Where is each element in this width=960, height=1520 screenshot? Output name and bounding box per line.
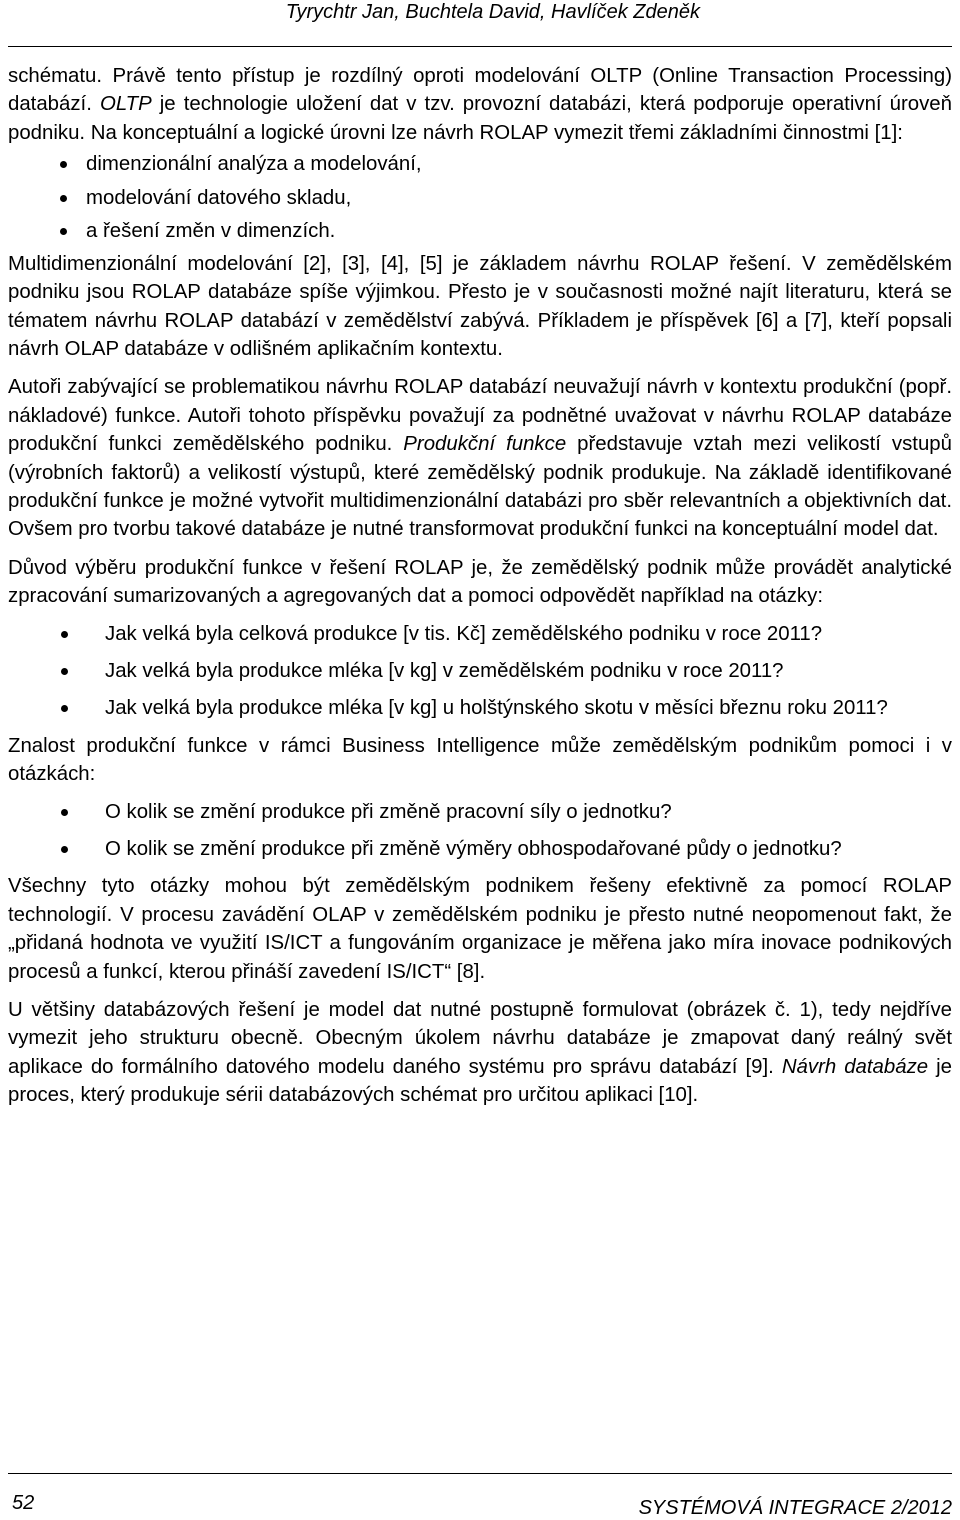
list-item: O kolik se změní produkce při změně výměry obhospodařované půdy o jednotku?: [8, 835, 952, 863]
bullet-icon: [60, 228, 67, 235]
paragraph-2: Multidimenzionální modelování [2], [3], [4], [5] je základem návrhu ROLAP řešení. V zemědělském podniku jsou ROLAP databáze spíše výjimkou. Přesto je v současnosti možné najít literaturu, která se tématem návrhu ROLAP databází v zemědělství zabývá. Příkladem je příspěvek [6] a [7], kteří popsali návrh OLAP databáze v odlišném aplikačním kontextu.: [8, 252, 952, 360]
list-item: Jak velká byla celková produkce [v tis. Kč] zemědělského podniku v roce 2011?: [8, 620, 952, 648]
journal-name: SYSTÉMOVÁ INTEGRACE 2/2012: [638, 1497, 952, 1519]
page-footer: [8, 1473, 952, 1519]
article-body: [8, 62, 952, 1110]
rolap-activities-list: [8, 149, 952, 248]
paragraph-4: Důvod výběru produkční funkce v řešení ROLAP je, že zemědělský podnik může provádět analytické zpracování sumarizovaných a agregovaných dat a pomoci odpovědět například na otázky:: [8, 556, 952, 608]
list-item: O kolik se změní produkce při změně pracovní síly o jednotku?: [8, 798, 952, 826]
bullet-icon: [61, 705, 68, 712]
paragraph-5: Znalost produkční funkce v rámci Business Intelligence může zemědělským podnikům pomoci i v otázkách:: [8, 734, 952, 786]
paragraph-7: U většiny databázových řešení je model dat nutné postupně formulovat (obrázek č. 1), tedy nejdříve vymezit jeho strukturu obecně. Obecným úkolem návrhu databáze je zmapovat daný reálný svět aplikace do formálního datového modelu daného systému pro správu databází [9]. Návrh databáze je proces, který produkuje sérii databázových schémat pro určitou aplikaci [10].: [8, 999, 952, 1107]
oltp-term: OLTP: [99, 93, 152, 116]
bullet-icon: [61, 809, 68, 816]
questions-list: [8, 620, 952, 723]
page-number: 52: [12, 1492, 35, 1514]
bullet-icon: [60, 161, 67, 168]
list-item: Jak velká byla produkce mléka [v kg] u holštýnského skotu v měsíci březnu roku 2011?: [8, 694, 952, 722]
bi-questions-list: [8, 798, 952, 864]
bullet-icon: [61, 846, 68, 853]
list-item: modelování datového skladu,: [8, 183, 952, 215]
list-item: dimenzionální analýza a modelování,: [8, 149, 952, 181]
bullet-icon: [61, 631, 68, 638]
production-function-term: Produkční funkce: [403, 433, 567, 456]
list-item: Jak velká byla produkce mléka [v kg] v zemědělském podniku v roce 2011?: [8, 657, 952, 685]
header-authors: Tyrychtr Jan, Buchtela David, Havlíček Zdeněk: [285, 1, 700, 23]
paragraph-3: Autoři zabývající se problematikou návrhu ROLAP databází neuvažují návrh v kontextu produkční (popř. nákladové) funkce. Autoři tohoto příspěvku považují za podnětné uvažovat v návrhu ROLAP databáze produkční funkci zemědělského podniku. Produkční funkce představuje vztah mezi velikostí vstupů (výrobních faktorů) a velikostí výstupů, které zemědělský podnik produkuje. Na základě identifikované produkční funkce je možné vytvořit multidimenzionální databázi pro sběr relevantních a objektivních dat. Ovšem pro tvorbu takové databáze je nutné transformovat produkční funkci na konceptuální model dat.: [8, 376, 952, 541]
bullet-icon: [60, 195, 67, 202]
bullet-icon: [61, 668, 68, 675]
list-item: a řešení změn v dimenzích.: [8, 216, 952, 248]
database-design-term: Návrh databáze: [781, 1055, 929, 1078]
paragraph-1: schématu. Právě tento přístup je rozdílný oproti modelování OLTP (Online Transaction Processing) databází. OLTP je technologie uložení dat v tzv. provozní databázi, která podporuje operativní úroveň podniku. Na konceptuální a logické úrovni lze návrh ROLAP vymezit třemi základními činnostmi [1]:: [8, 65, 952, 144]
page-header: [8, 0, 952, 47]
paragraph-6: Všechny tyto otázky mohou být zemědělským podnikem řešeny efektivně za pomocí ROLAP technologií. V procesu zavádění OLAP v zemědělském podniku je přesto nutné neopomenout fakt, že „přidaná hodnota ve využití IS/ICT a fungováním organizace je měřena jako míra inovace podnikových procesů a funkcí, kterou přináší zavedení IS/ICT“ [8].: [8, 875, 952, 983]
